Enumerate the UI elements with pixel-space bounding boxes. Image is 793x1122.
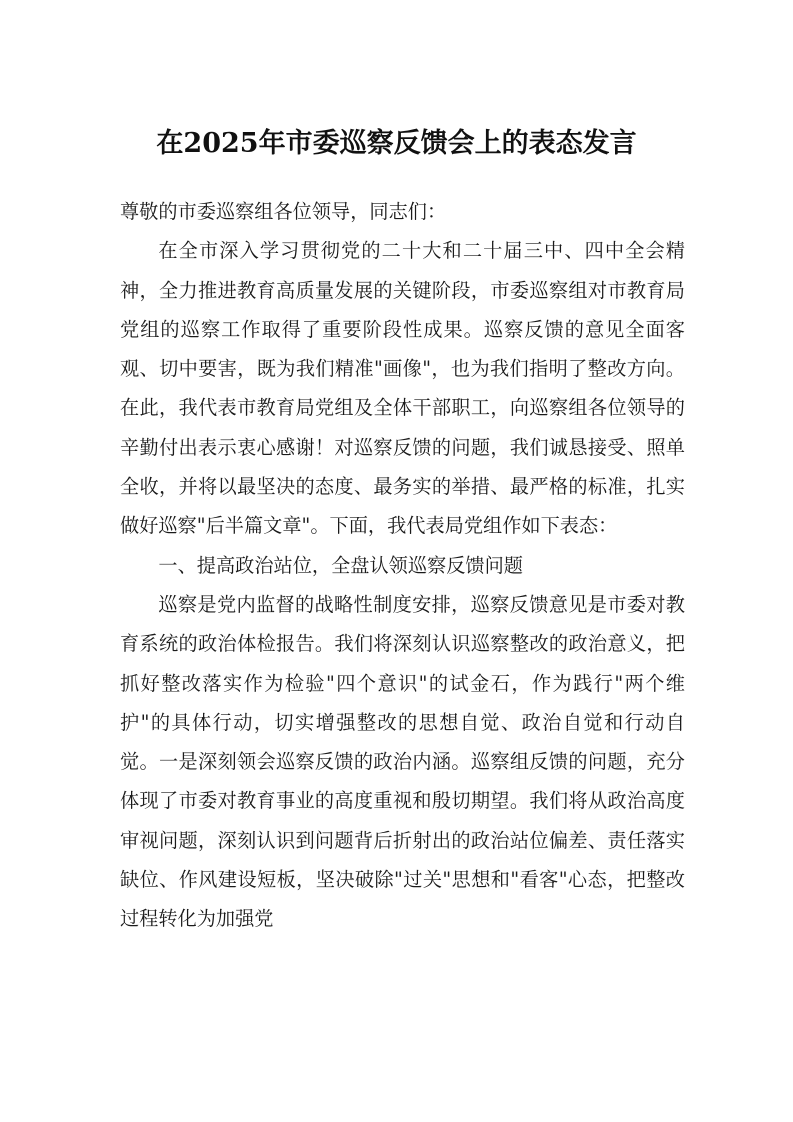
paragraph-intro: 在全市深入学习贯彻党的二十大和二十届三中、四中全会精神，全力推进教育高质量发展的关键阶段，市委巡察组对市教育局党组的巡察工作取得了重要阶段性成果。巡察反馈的意见全面客观、切中要害，既为我们精准"画像"，也为我们指明了整改方向。在此，我代表市教育局党组及全体干部职工，向巡察组各位领导的辛勤付出表示衷心感谢！对巡察反馈的问题，我们诚恳接受、照单全收，并将以最坚决的态度、最务实的举措、最严格的标准，扎实做好巡察"后半篇文章"。下面，我代表局党组作如下表态： — [120, 239, 685, 538]
section-heading-1: 一、提高政治站位，全盘认领巡察反馈问题 — [158, 553, 523, 577]
paragraph-section-1: 巡察是党内监督的战略性制度安排，巡察反馈意见是市委对教育系统的政治体检报告。我们将深刻认识巡察整改的政治意义，把抓好整改落实作为检验"四个意识"的试金石，作为践行"两个维护"的具体行动，切实增强整改的思想自觉、政治自觉和行动自觉。一是深刻领会巡察反馈的政治内涵。巡察组反馈的问题，充分体现了市委对教育事业的高度重视和殷切期望。我们将从政治高度审视问题，深刻认识到问题背后折射出的政治站位偏差、责任落实缺位、作风建设短板，坚决破除"过关"思想和"看客"心态，把整改过程转化为加强党 — [120, 592, 685, 931]
document-body — [120, 192, 685, 939]
document-title: 在2025年市委巡察反馈会上的表态发言 — [156, 128, 637, 159]
salutation: 尊敬的市委巡察组各位领导，同志们： — [120, 200, 447, 223]
